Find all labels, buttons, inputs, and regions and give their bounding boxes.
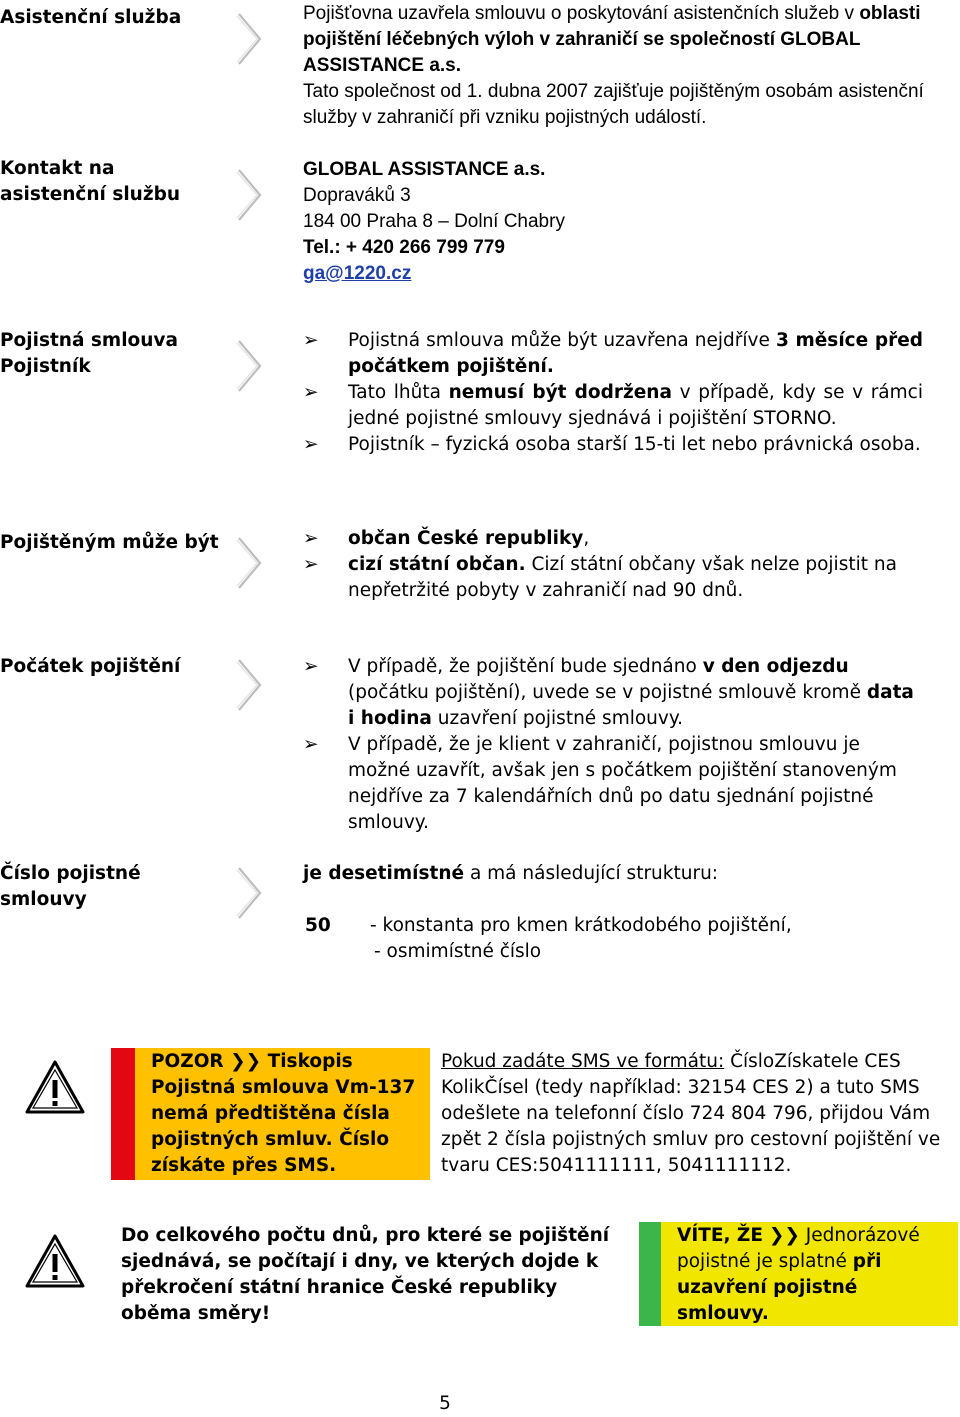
notice-sms-underlined: Pokud zadáte SMS ve formátu: xyxy=(441,1051,725,1072)
bullet-arrow-icon: ➢ xyxy=(303,554,319,575)
warning-icon xyxy=(24,1058,86,1116)
chevron-right-icon xyxy=(236,536,262,590)
chevron-right-icon xyxy=(236,168,262,222)
smlouva-b2-text-end: v případě, kdy se v rámci jedné pojistné smlouvy sjednává i pojištění STORNO. xyxy=(348,382,923,429)
notice-vite-text xyxy=(677,1223,947,1327)
kontakt-street: Dopraváků 3 xyxy=(303,185,411,206)
pocatek-b1-bold-2: data i hodina xyxy=(348,682,914,729)
pocatek-b2-text: V případě, že je klient v zahraničí, pojistnou smlouvu je možné uzavřít, avšak jen s počátkem pojištění stanoveným nejdříve za 7 kalendářních dnů po datu sjednání pojistné smlouvy. xyxy=(348,734,897,833)
section-label-asistence: Asistenční služba xyxy=(0,7,182,28)
smlouva-b2-bold: nemusí být dodržena xyxy=(448,382,672,403)
section-label-smlouva-1: Pojistná smlouva xyxy=(0,330,178,351)
kontakt-email-link[interactable]: ga@1220.cz xyxy=(303,263,412,284)
notice-pozor-text xyxy=(151,1049,426,1179)
pojisteny-b1-end: , xyxy=(583,528,590,549)
page-number: 5 xyxy=(439,1393,451,1414)
chevron-right-icon xyxy=(236,12,262,66)
smlouva-b2-text: Tato lhůta xyxy=(348,382,449,403)
notice-vite-bold: při uzavření pojistné smlouvy. xyxy=(677,1251,882,1324)
notice-red-stripe xyxy=(111,1048,135,1180)
section-label-pojisteny: Pojištěným může být xyxy=(0,532,219,553)
notice-pozor-body: Tiskopis Pojistná smlouva Vm-137 nemá předtištěna čísla pojistných smluv. Číslo získáte přes SMS. xyxy=(151,1051,416,1176)
pocatek-b1-text-mid: (počátku pojištění), uvede se v pojistné smlouvě kromě xyxy=(348,682,867,703)
double-chevron-icon: ❯❯ xyxy=(230,1051,262,1072)
chevron-right-icon xyxy=(236,339,262,393)
notice-vite-title: VÍTE, ŽE xyxy=(677,1225,763,1246)
double-chevron-icon: ❯❯ xyxy=(768,1225,800,1246)
pojisteny-b2-text: Cizí státní občany však nelze pojistit na nepřetržité pobyty v zahraničí nad 90 dnů. xyxy=(348,554,897,601)
bullet-arrow-icon: ➢ xyxy=(303,382,319,403)
pocatek-b1-text-end: uzavření pojistné smlouvy. xyxy=(431,708,684,729)
section-label-cislo: Číslo pojistné smlouvy xyxy=(0,863,141,910)
cislo-prefix: 50 xyxy=(305,915,331,936)
notice-sms-body: ČísloZískatele CES KolikČísel (tedy například: 32154 CES 2) a tuto SMS odešlete na telefonní číslo 724 804 796, přijdou Vám zpět 2 čísla pojistných smluv pro cestovní pojištění ve tvaru CES:5041111111, 5041111112. xyxy=(441,1051,941,1176)
section-label-smlouva xyxy=(0,328,225,380)
cislo-intro-bold: je desetimístné xyxy=(303,863,465,884)
kontakt-tel: Tel.: + 420 266 799 779 xyxy=(303,237,505,258)
kontakt-company: GLOBAL ASSISTANCE a.s. xyxy=(303,159,546,180)
section-label-pocatek: Počátek pojištění xyxy=(0,656,181,677)
smlouva-b3-text: Pojistník – fyzická osoba starší 15-ti let nebo právnická osoba. xyxy=(348,434,921,455)
pojisteny-b2-bold: cizí státní občan. xyxy=(348,554,526,575)
notice-days-text: Do celkového počtu dnů, pro které se pojištění sjednává, se počítají i dny, ve kterých dojde k překročení státní hranice České republiky oběma směry! xyxy=(121,1225,610,1324)
notice-sms-text xyxy=(441,1049,946,1179)
asistence-text xyxy=(303,0,943,131)
bullet-arrow-icon: ➢ xyxy=(303,528,319,549)
asistence-p1-text: Pojišťovna uzavřela smlouvu o poskytování asistenčních služeb v xyxy=(303,3,860,24)
section-label-kontakt: Kontakt na asistenční službu xyxy=(0,158,181,205)
notice-pozor-title: POZOR xyxy=(151,1051,224,1072)
cislo-intro xyxy=(303,861,943,887)
bullet-arrow-icon: ➢ xyxy=(303,656,319,677)
pojisteny-b1-bold: občan České republiky xyxy=(348,528,584,549)
notice-vite-body: Jednorázové pojistné je splatné xyxy=(677,1225,920,1272)
cislo-line-2: - osmimístné číslo xyxy=(374,941,542,962)
smlouva-b1-text: Pojistná smlouva může být uzavřena nejdříve xyxy=(348,330,776,351)
section-label-smlouva-2: Pojistník xyxy=(0,356,91,377)
warning-icon xyxy=(24,1232,86,1290)
asistence-p2: Tato společnost od 1. dubna 2007 zajišťuje pojištěným osobám asistenční služby v zahraničí při vzniku pojistných událostí. xyxy=(303,81,924,128)
bullet-arrow-icon: ➢ xyxy=(303,330,319,351)
smlouva-b1-bold: 3 měsíce před počátkem pojištění. xyxy=(348,330,923,377)
bullet-arrow-icon: ➢ xyxy=(303,434,319,455)
pocatek-b1-bold-1: v den odjezdu xyxy=(702,656,849,677)
kontakt-block xyxy=(303,157,943,287)
bullet-arrow-icon: ➢ xyxy=(303,734,319,755)
kontakt-city: 184 00 Praha 8 – Dolní Chabry xyxy=(303,211,565,232)
cislo-intro-text: a má následující strukturu: xyxy=(464,863,719,884)
notice-green-stripe xyxy=(639,1222,661,1326)
pocatek-b1-text: V případě, že pojištění bude sjednáno xyxy=(348,656,703,677)
chevron-right-icon xyxy=(236,658,262,712)
cislo-line-1: - konstanta pro kmen krátkodobého pojištění, xyxy=(370,915,792,936)
asistence-p1-bold: oblasti pojištění léčebných výloh v zahraničí se společností GLOBAL ASSISTANCE a.s. xyxy=(303,3,921,76)
chevron-right-icon xyxy=(236,866,262,920)
